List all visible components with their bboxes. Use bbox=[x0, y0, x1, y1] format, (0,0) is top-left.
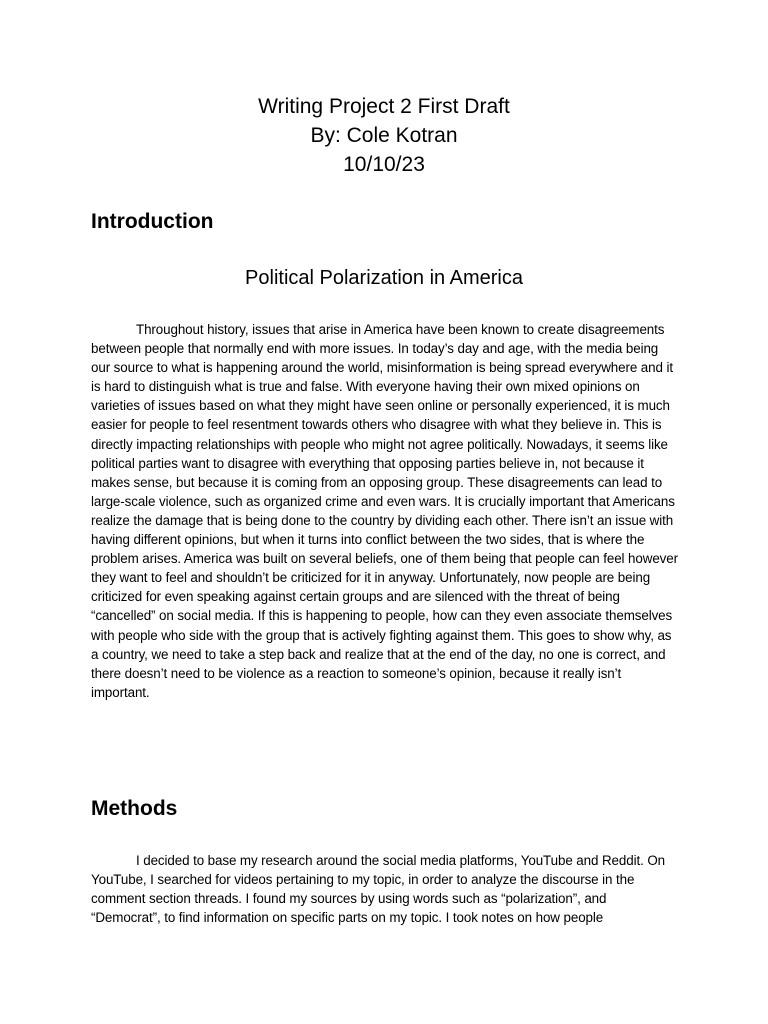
introduction-paragraph: Throughout history, issues that arise in America have been known to create disagreements between people that normally end with more issues. In today’s day and age, with the media being our source to what is happening around the world, misinformation is being spread everywhere and it is hard to distinguish what is true and false. With everyone having their own mixed opinions on varieties of issues based on what they might have seen online or personally experienced, it is much easier for people to feel resentment towards others who disagree with what they believe in. This is directly impacting relationships with people who might not agree politically. Nowadays, it seems like political parties want to disagree with everything that opposing parties believe in, not because it makes sense, but because it is coming from an opposing group. These disagreements can lead to large-scale violence, such as organized crime and even wars. It is crucially important that Americans realize the damage that is being done to the country by dividing each other. There isn’t an issue with having different opinions, but when it turns into conflict between the two sides, that is where the problem arises. America was built on several beliefs, one of them being that people can feel however they want to feel and shouldn’t be criticized for it in anyway. Unfortunately, now people are being criticized for even speaking against certain groups and are silenced with the threat of being “cancelled” on social media. If this is happening to people, how can they even associate themselves with people who side with the group that is actively fighting against them. This goes to show why, as a country, we need to take a step back and realize that at the end of the day, no one is correct, and there doesn’t need to be violence as a reaction to someone’s opinion, because it really isn’t important. bbox=[91, 322, 678, 700]
document-title: Writing Project 2 First Draft bbox=[258, 95, 510, 118]
document-date: 10/10/23 bbox=[343, 153, 425, 176]
methods-heading: Methods bbox=[91, 797, 178, 820]
title-block bbox=[0, 92, 768, 179]
topic-title: Political Polarization in America bbox=[245, 267, 523, 289]
methods-paragraph: I decided to base my research around the social media platforms, YouTube and Reddit. On YouTube, I searched for videos pertaining to my topic, in order to analyze the discourse in the comment section threads. I found my sources by using words such as “polarization”, and “Democrat”, to find information on specific parts on my topic. I took notes on how people bbox=[91, 853, 665, 926]
author-byline: By: Cole Kotran bbox=[310, 124, 458, 147]
introduction-heading: Introduction bbox=[91, 210, 214, 233]
